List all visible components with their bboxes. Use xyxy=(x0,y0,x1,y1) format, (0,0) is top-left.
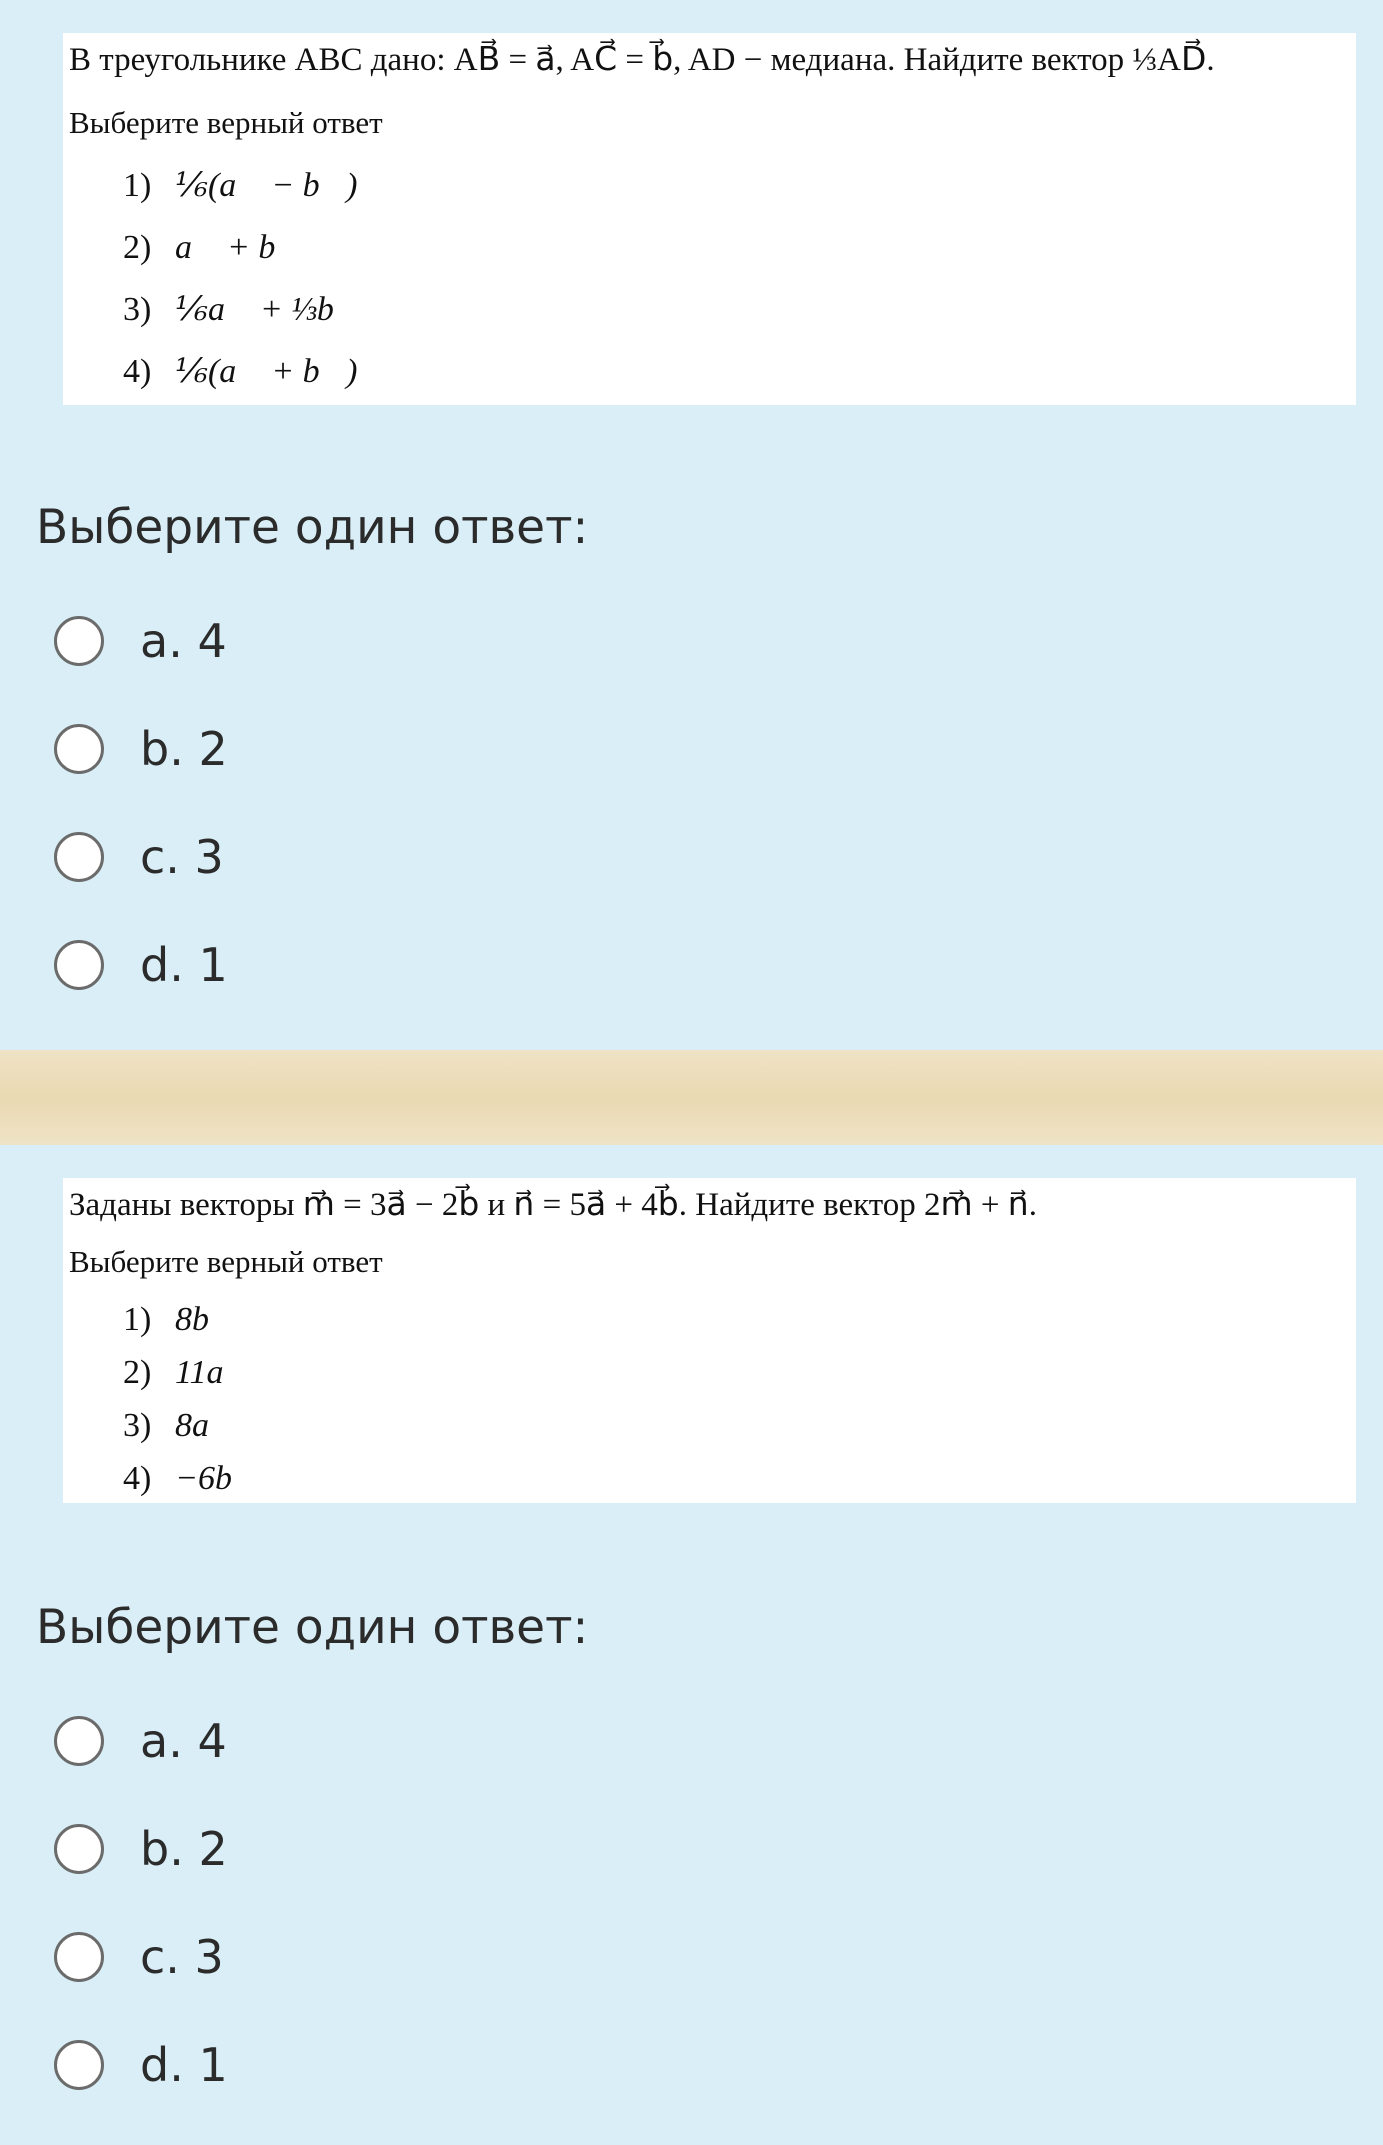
answer-value: 3 xyxy=(194,830,224,884)
answer-letter: d. xyxy=(140,938,184,992)
option-number: 2) xyxy=(123,229,152,266)
option-number: 4) xyxy=(123,353,152,390)
option-expression: 8b⃗ xyxy=(175,1301,236,1338)
answer-letter: c. xyxy=(140,830,180,884)
answer-letter: a. xyxy=(140,614,183,668)
question-subtitle: Выберите верный ответ xyxy=(69,105,383,140)
option-expression: ⅙(a⃗ − b⃗) xyxy=(175,167,358,204)
question-image xyxy=(63,1178,1356,1503)
option-expression: ⅙a⃗ + ⅓b⃗ xyxy=(175,291,361,328)
answer-value: 4 xyxy=(197,614,227,668)
question-option xyxy=(123,1346,258,1399)
answer-option-c[interactable] xyxy=(54,803,228,911)
question-image xyxy=(63,33,1356,405)
option-number: 3) xyxy=(123,1407,152,1444)
answer-option-d[interactable] xyxy=(54,2011,228,2119)
question-option xyxy=(123,217,360,279)
answer-option-c[interactable] xyxy=(54,1903,228,2011)
radio-button[interactable] xyxy=(54,832,104,882)
question-option xyxy=(123,155,360,217)
question-option xyxy=(123,1452,258,1505)
answer-label xyxy=(140,1822,228,1876)
option-expression: 8a⃗ xyxy=(175,1407,236,1444)
answer-value: 3 xyxy=(194,1930,224,1984)
answer-option-a[interactable] xyxy=(54,587,228,695)
answer-letter: d. xyxy=(140,2038,184,2092)
option-expression: −6b⃗ xyxy=(175,1460,259,1497)
radio-button[interactable] xyxy=(54,1716,104,1766)
answer-value: 1 xyxy=(198,938,228,992)
option-expression: 11a⃗ xyxy=(175,1354,250,1391)
answer-prompt: Выберите один ответ: xyxy=(36,1600,589,1655)
answer-value: 2 xyxy=(198,1822,228,1876)
answer-label xyxy=(140,830,224,884)
question-1 xyxy=(0,0,1383,1050)
option-number: 2) xyxy=(123,1354,152,1391)
question-option xyxy=(123,279,360,341)
question-option-list xyxy=(123,1293,258,1505)
radio-button[interactable] xyxy=(54,616,104,666)
answer-list xyxy=(54,1687,228,2119)
answer-value: 2 xyxy=(198,722,228,776)
radio-button[interactable] xyxy=(54,1932,104,1982)
answer-option-b[interactable] xyxy=(54,1795,228,1903)
question-option xyxy=(123,341,360,403)
option-number: 4) xyxy=(123,1460,152,1497)
option-number: 1) xyxy=(123,1301,152,1338)
answer-letter: b. xyxy=(140,1822,184,1876)
answer-label xyxy=(140,1930,224,1984)
answer-option-a[interactable] xyxy=(54,1687,228,1795)
option-expression: ⅙(a⃗ + b⃗) xyxy=(175,353,358,390)
answer-option-b[interactable] xyxy=(54,695,228,803)
option-number: 1) xyxy=(123,167,152,204)
answer-option-d[interactable] xyxy=(54,911,228,1019)
radio-button[interactable] xyxy=(54,724,104,774)
option-expression: a⃗ + b⃗ xyxy=(175,229,302,266)
option-number: 3) xyxy=(123,291,152,328)
question-text: В треугольнике ABC дано: AB⃗ = a⃗, AC⃗ = b⃗, AD − медиана. Найдите вектор ⅓AD⃗. xyxy=(69,42,1215,78)
question-option-list xyxy=(123,155,360,403)
answer-letter: b. xyxy=(140,722,184,776)
answer-label xyxy=(140,938,228,992)
radio-button[interactable] xyxy=(54,2040,104,2090)
question-text: Заданы векторы m⃗ = 3a⃗ − 2b⃗ и n⃗ = 5a⃗ + 4b⃗. Найдите вектор 2m⃗ + n⃗. xyxy=(69,1187,1037,1223)
question-option xyxy=(123,1293,258,1346)
question-subtitle: Выберите верный ответ xyxy=(69,1244,383,1279)
answer-label xyxy=(140,614,227,668)
answer-label xyxy=(140,2038,228,2092)
answer-value: 1 xyxy=(198,2038,228,2092)
answer-value: 4 xyxy=(197,1714,227,1768)
answer-letter: a. xyxy=(140,1714,183,1768)
answer-letter: c. xyxy=(140,1930,180,1984)
answer-label xyxy=(140,722,228,776)
radio-button[interactable] xyxy=(54,940,104,990)
answer-prompt: Выберите один ответ: xyxy=(36,500,589,555)
answer-list xyxy=(54,587,228,1019)
question-option xyxy=(123,1399,258,1452)
radio-button[interactable] xyxy=(54,1824,104,1874)
section-divider xyxy=(0,1050,1383,1145)
question-2 xyxy=(0,1145,1383,2145)
answer-label xyxy=(140,1714,227,1768)
